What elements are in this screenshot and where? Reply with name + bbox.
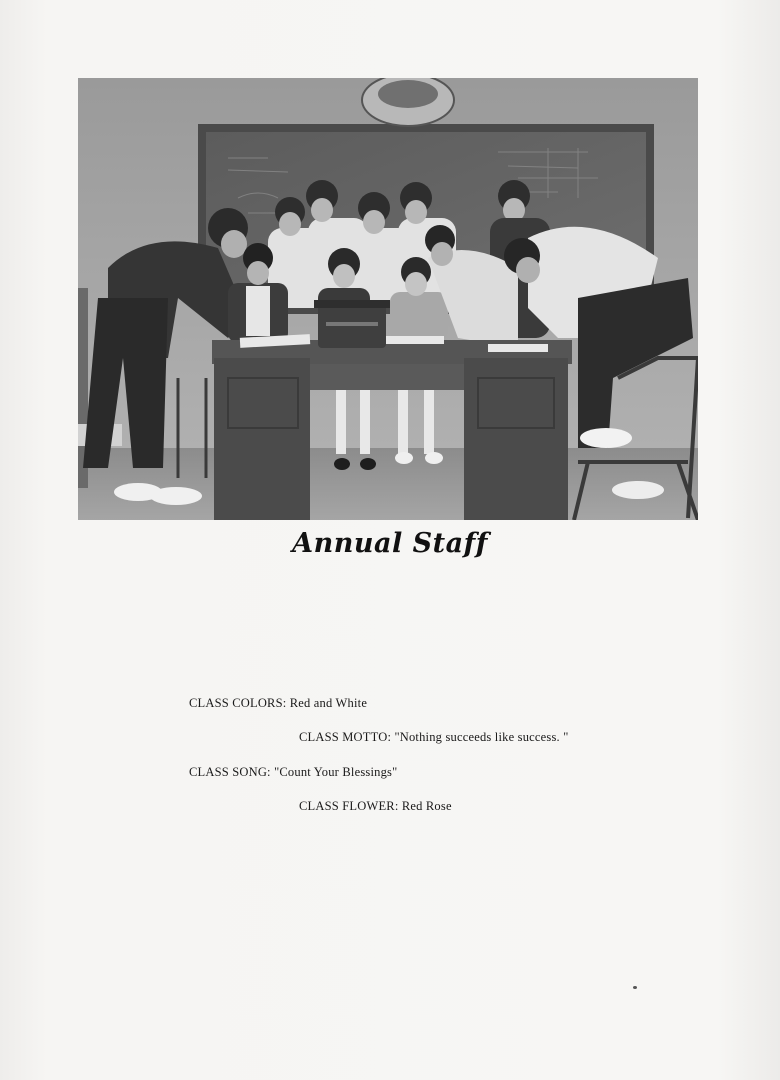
- photo-caption: Annual Staff: [292, 528, 488, 559]
- class-colors-value: Red and White: [289, 696, 368, 710]
- paper-speck: [633, 986, 637, 989]
- class-colors-label: CLASS COLORS:: [189, 696, 287, 710]
- class-motto-label: CLASS MOTTO:: [299, 730, 392, 744]
- class-song-value: "Count Your Blessings": [274, 765, 398, 779]
- class-song-label: CLASS SONG:: [189, 765, 271, 779]
- class-flower-label: CLASS FLOWER:: [299, 799, 399, 813]
- annual-staff-photo: [78, 78, 698, 520]
- class-flower-value: Red Rose: [401, 799, 452, 813]
- class-colors-line: [189, 696, 367, 711]
- typewriter-icon: [314, 300, 390, 348]
- class-motto-line: [299, 730, 569, 745]
- class-song-line: [189, 765, 397, 780]
- emblem-icon: [362, 78, 454, 126]
- class-motto-value: "Nothing succeeds like success. ": [394, 730, 569, 744]
- class-flower-line: [299, 799, 452, 814]
